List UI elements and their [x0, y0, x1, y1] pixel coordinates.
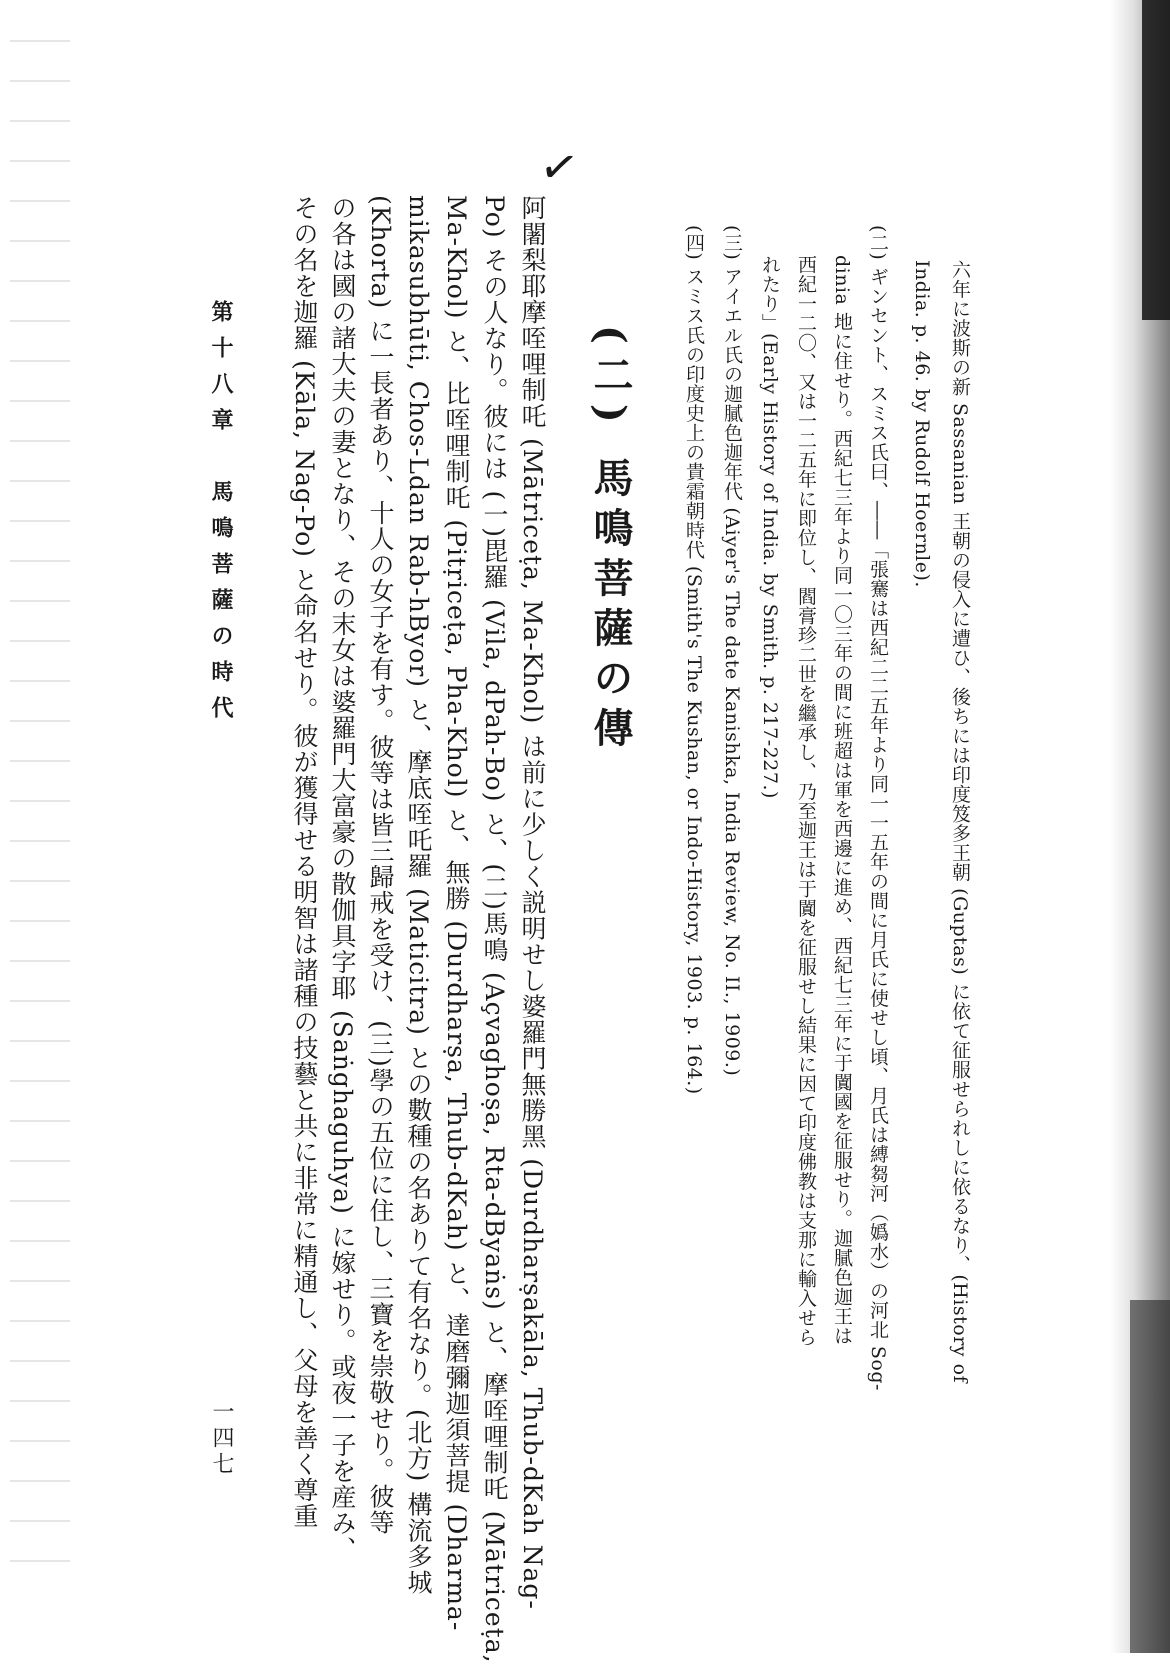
check-mark: ✓	[535, 137, 583, 197]
scan-noise-left	[10, 40, 70, 1600]
page-number: 一四七	[209, 1400, 234, 1478]
footnote-4: (四) スミス氏の印度史上の貴霜朝時代 (Smith's The Kushan, or Indo-History, 1903. p. 164.)	[683, 225, 705, 1095]
body-line-7: その名を迦羅 (Kāla, Nag-Po) と命名せり。彼が獲得せる明智は諸種の技藝と共に非常に精通し、父母を善く尊重	[290, 195, 319, 1529]
footnote-2-line-1: (二) ギンセント、スミス氏曰、――「張騫は西紀二二五年より同一一五年の間に月氏に使せし頃、月氏は縛芻河（嬀水）の河北 Sog-	[867, 225, 889, 1391]
body-line-2: Po) その人なり。彼には (一)毘羅 (Vila, dPah-Bo) と、(二)馬鳴 (Açvaghoṣa, Rta-dByaṅs) と、摩咥哩制吒 (Mātriceṭa,	[480, 195, 509, 1664]
footnote-3: (三) アイエル氏の迦膩色迦年代 (Aiyer's The date Kanishka, India Review, No. II., 1909.)	[721, 225, 743, 1077]
footnote-2-line-3: 西紀一二〇、又は一二五年に即位し、閻膏珍二世を繼承し、乃至迦王は于闐を征服せし結果に因て印度佛教は支那に輸入せら	[795, 255, 817, 1347]
scan-edge-dark-top	[1142, 0, 1170, 320]
body-line-3: Ma-Khol) と、比咥哩制吒 (Pitṛiceṭa, Pha-Khol) と、無勝 (Durdharṣa, Thub-dKah) と、達磨彌迦須菩提 (Dharma-	[442, 195, 471, 1632]
footnote-line-2: India. p. 46. by Rudolf Hoernle).	[911, 260, 933, 588]
footnote-line-1: 六年に波斯の新 Sassanian 王朝の侵入に遭ひ、後ちには印度笈多王朝 (Guptas) に依て征服せられしに依るなり、(History of	[949, 260, 971, 1384]
scan-edge-dark-bottom	[1130, 1300, 1170, 1653]
footnote-2-line-2: dinia 地に住せり。西紀七三年より同一〇三年の間に班超は軍を西邊に進め、西紀七三年に于闐國を征服せり。迦膩色迦王は	[831, 255, 853, 1346]
footnote-2-line-4: れたり」(Early History of India. by Smith. p. 217-227.)	[759, 255, 781, 799]
body-line-4: mikasubhūti, Chos-Ldan Rab-hByor) と、摩底咥吒羅 (Maticitra) との數種の名ありて有名なり。(北方) 構流多城	[404, 195, 433, 1596]
body-line-5: (Khorta) に一長者あり、十人の女子を有す。彼等は皆三歸戒を受け、(三)學の五位に住し、三寶を崇敬せり。彼等	[366, 195, 395, 1536]
running-head: 第十八章 馬鳴菩薩の時代	[208, 300, 234, 732]
body-line-1: 阿闍梨耶摩咥哩制吒 (Mātriceṭa, Ma-Khol) は前に少しく説明せし婆羅門無勝黑 (Durdharṣakāla, Thub-dKah Nag-	[518, 195, 547, 1610]
body-line-6: の各は國の諸大夫の妻となり、その末女は婆羅門大富豪の散伽具字耶 (Saṅghaguhya) に嫁せり。或夜一子を産み、	[328, 195, 357, 1562]
section-heading: (二) 馬鳴菩薩の傳	[587, 325, 634, 757]
